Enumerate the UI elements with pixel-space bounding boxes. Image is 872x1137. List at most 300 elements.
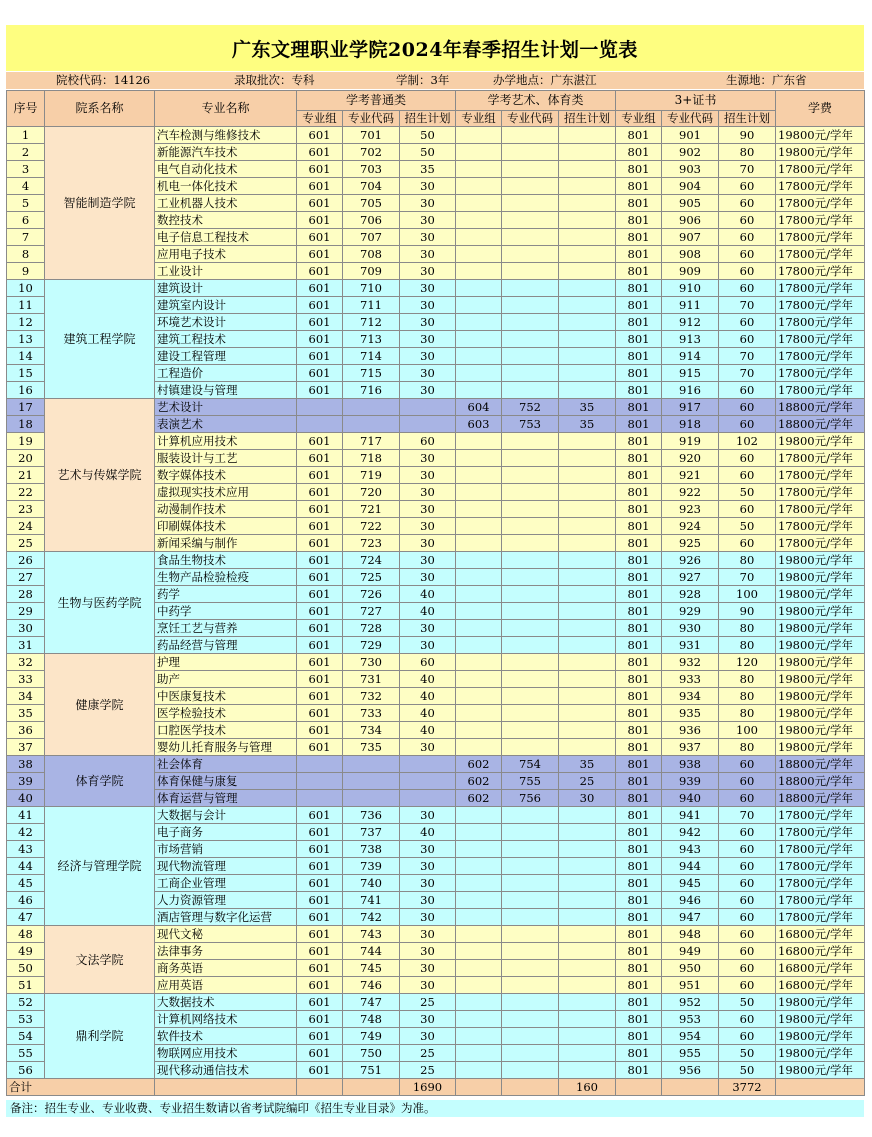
cell-arts-code: [502, 926, 559, 943]
cell-cert-code: 929: [662, 603, 719, 620]
cell-cert-code: 948: [662, 926, 719, 943]
cell-dept: 鼎利学院: [45, 994, 155, 1079]
cell-arts-group: [456, 450, 502, 467]
cell-general-plan: 30: [400, 841, 456, 858]
cell-fee: 16800元/学年: [776, 926, 865, 943]
cell-arts-code: [502, 807, 559, 824]
cell-general-group: 601: [297, 467, 343, 484]
cell-arts-plan: [559, 382, 616, 399]
cell-cert-code: 953: [662, 1011, 719, 1028]
cell-major: 工程造价: [155, 365, 297, 382]
cell-cert-plan: 70: [719, 348, 776, 365]
cell-arts-plan: [559, 671, 616, 688]
cell-major: 现代物流管理: [155, 858, 297, 875]
cell-general-plan: 40: [400, 603, 456, 620]
cell-major: 中药学: [155, 603, 297, 620]
cell-general-group: 601: [297, 229, 343, 246]
cell-fee: 17800元/学年: [776, 875, 865, 892]
cell-cert-plan: 80: [719, 620, 776, 637]
cell-general-group: 601: [297, 1062, 343, 1079]
cell-cert-group: 801: [616, 926, 662, 943]
cell-arts-code: [502, 943, 559, 960]
cell-arts-plan: [559, 348, 616, 365]
cell-arts-group: [456, 229, 502, 246]
cell-fee: 17800元/学年: [776, 161, 865, 178]
cell-general-plan: 30: [400, 297, 456, 314]
footnote: 备注：招生专业、专业收费、专业招生数请以省考试院编印《招生专业目录》为准。: [6, 1100, 864, 1117]
cell-general-code: 747: [343, 994, 400, 1011]
cell-arts-group: [456, 501, 502, 518]
cell-general-group: 601: [297, 1028, 343, 1045]
cell-general-plan: 30: [400, 348, 456, 365]
cell-fee: 17800元/学年: [776, 807, 865, 824]
cell-arts-plan: [559, 739, 616, 756]
cell-general-plan: 60: [400, 654, 456, 671]
cell-arts-plan: [559, 484, 616, 501]
cell-cert-group: 801: [616, 790, 662, 807]
cell-cert-plan: 60: [719, 501, 776, 518]
cell-cert-group: 801: [616, 1045, 662, 1062]
cell-arts-code: [502, 892, 559, 909]
cell-arts-group: [456, 637, 502, 654]
cell-arts-plan: [559, 654, 616, 671]
cell-major: 服装设计与工艺: [155, 450, 297, 467]
cell-cert-plan: 50: [719, 1045, 776, 1062]
cell-fee: 19800元/学年: [776, 637, 865, 654]
cell-arts-plan: [559, 875, 616, 892]
header-cert-group: 专业组: [616, 111, 662, 127]
cell-arts-group: [456, 297, 502, 314]
cell-arts-group: [456, 161, 502, 178]
cell-general-plan: [400, 773, 456, 790]
cell-fee: 19800元/学年: [776, 1028, 865, 1045]
cell-general-group: 601: [297, 365, 343, 382]
cell-arts-plan: [559, 365, 616, 382]
cell-cert-code: 928: [662, 586, 719, 603]
cell-fee: 17800元/学年: [776, 858, 865, 875]
cell-cert-code: 917: [662, 399, 719, 416]
cell-general-code: 714: [343, 348, 400, 365]
cell-general-group: 601: [297, 943, 343, 960]
cell-cert-group: 801: [616, 773, 662, 790]
cell-major: 表演艺术: [155, 416, 297, 433]
cell-general-code: 748: [343, 1011, 400, 1028]
cell-arts-plan: [559, 229, 616, 246]
cell-seq: 33: [7, 671, 45, 688]
cell-cert-plan: 60: [719, 909, 776, 926]
cell-cert-group: 801: [616, 467, 662, 484]
cell-cert-code: 901: [662, 127, 719, 144]
cell-arts-group: [456, 382, 502, 399]
cell-general-plan: 50: [400, 144, 456, 161]
cell-seq: 29: [7, 603, 45, 620]
cell-arts-plan: [559, 280, 616, 297]
cell-arts-code: [502, 246, 559, 263]
cell-general-group: 601: [297, 1045, 343, 1062]
cell-arts-plan: 35: [559, 416, 616, 433]
cell-arts-code: [502, 433, 559, 450]
cell-cert-code: 920: [662, 450, 719, 467]
cell-arts-plan: 30: [559, 790, 616, 807]
cell-cert-code: 912: [662, 314, 719, 331]
cell-arts-plan: [559, 127, 616, 144]
cell-general-plan: 30: [400, 858, 456, 875]
cell-major: 应用英语: [155, 977, 297, 994]
cell-major: 大数据与会计: [155, 807, 297, 824]
cell-cert-group: 801: [616, 569, 662, 586]
cell-cert-plan: 70: [719, 297, 776, 314]
total-label: 合计: [7, 1079, 155, 1096]
cell-seq: 6: [7, 212, 45, 229]
cell-major: 烹饪工艺与营养: [155, 620, 297, 637]
cell-cert-plan: 60: [719, 178, 776, 195]
cell-seq: 18: [7, 416, 45, 433]
cell-arts-code: [502, 552, 559, 569]
cell-cert-group: 801: [616, 535, 662, 552]
cell-fee: 17800元/学年: [776, 297, 865, 314]
cell-cert-code: 923: [662, 501, 719, 518]
cell-seq: 21: [7, 467, 45, 484]
cell-general-plan: [400, 756, 456, 773]
cell-arts-plan: 25: [559, 773, 616, 790]
cell-general-code: 720: [343, 484, 400, 501]
cell-cert-plan: 60: [719, 467, 776, 484]
cell-general-code: 712: [343, 314, 400, 331]
cell-cert-code: 911: [662, 297, 719, 314]
cell-seq: 39: [7, 773, 45, 790]
cell-arts-code: [502, 620, 559, 637]
cell-major: 护理: [155, 654, 297, 671]
cell-cert-plan: 80: [719, 671, 776, 688]
cell-cert-code: 933: [662, 671, 719, 688]
cell-major: 食品生物技术: [155, 552, 297, 569]
cell-general-code: 746: [343, 977, 400, 994]
cell-cert-group: 801: [616, 960, 662, 977]
cell-general-group: 601: [297, 552, 343, 569]
duration: 学制：3年: [396, 73, 450, 87]
cell-seq: 43: [7, 841, 45, 858]
cell-general-code: 727: [343, 603, 400, 620]
cell-general-plan: 25: [400, 1045, 456, 1062]
cell-major: 工业设计: [155, 263, 297, 280]
page-title: 广东文理职业学院2024年春季招生计划一览表: [6, 25, 864, 71]
cell-arts-group: [456, 365, 502, 382]
cell-arts-code: [502, 161, 559, 178]
cell-cert-plan: 60: [719, 195, 776, 212]
cell-cert-plan: 120: [719, 654, 776, 671]
cell-cert-code: 940: [662, 790, 719, 807]
cell-fee: 19800元/学年: [776, 1045, 865, 1062]
cell-general-group: 601: [297, 603, 343, 620]
cell-dept: 艺术与传媒学院: [45, 399, 155, 552]
cell-general-plan: 25: [400, 994, 456, 1011]
cell-general-plan: 40: [400, 824, 456, 841]
cell-arts-group: [456, 144, 502, 161]
cell-cert-plan: 100: [719, 586, 776, 603]
cell-fee: 17800元/学年: [776, 195, 865, 212]
cell-arts-code: 755: [502, 773, 559, 790]
cell-arts-group: [456, 467, 502, 484]
header-general-code: 专业代码: [343, 111, 400, 127]
cell-arts-group: [456, 875, 502, 892]
cell-seq: 30: [7, 620, 45, 637]
cell-arts-group: [456, 603, 502, 620]
cell-arts-code: [502, 722, 559, 739]
cell-arts-plan: [559, 586, 616, 603]
cell-general-group: 601: [297, 331, 343, 348]
cell-cert-code: 910: [662, 280, 719, 297]
cell-cert-plan: 60: [719, 263, 776, 280]
cell-arts-plan: 35: [559, 399, 616, 416]
cell-arts-group: [456, 620, 502, 637]
cell-general-group: 601: [297, 892, 343, 909]
cell-seq: 1: [7, 127, 45, 144]
cell-major: 印刷媒体技术: [155, 518, 297, 535]
table-row: [7, 399, 865, 416]
cell-arts-group: [456, 518, 502, 535]
cell-major: 机电一体化技术: [155, 178, 297, 195]
cell-seq: 27: [7, 569, 45, 586]
cell-arts-group: [456, 671, 502, 688]
cell-cert-plan: 60: [719, 756, 776, 773]
cell-general-code: 702: [343, 144, 400, 161]
cell-general-group: 601: [297, 518, 343, 535]
cell-arts-group: [456, 348, 502, 365]
cell-cert-group: 801: [616, 1011, 662, 1028]
cell-general-group: 601: [297, 314, 343, 331]
cell-cert-plan: 102: [719, 433, 776, 450]
cell-seq: 4: [7, 178, 45, 195]
cell-fee: 17800元/学年: [776, 467, 865, 484]
cell-general-group: 601: [297, 841, 343, 858]
cell-general-plan: 30: [400, 535, 456, 552]
cell-seq: 14: [7, 348, 45, 365]
cell-arts-code: [502, 195, 559, 212]
cell-arts-group: [456, 1011, 502, 1028]
cell-cert-plan: 80: [719, 637, 776, 654]
cell-arts-plan: [559, 144, 616, 161]
cell-major: 数字媒体技术: [155, 467, 297, 484]
cell-seq: 45: [7, 875, 45, 892]
cell-arts-code: [502, 1011, 559, 1028]
cell-dept: 体育学院: [45, 756, 155, 807]
cell-arts-code: [502, 637, 559, 654]
cell-seq: 28: [7, 586, 45, 603]
cell-major: 应用电子技术: [155, 246, 297, 263]
cell-arts-group: [456, 824, 502, 841]
cell-dept: 文法学院: [45, 926, 155, 994]
cell-general-code: 701: [343, 127, 400, 144]
cell-general-group: 601: [297, 960, 343, 977]
cell-cert-code: 950: [662, 960, 719, 977]
cell-general-code: 730: [343, 654, 400, 671]
cell-seq: 23: [7, 501, 45, 518]
cell-cert-group: 801: [616, 824, 662, 841]
cell-major: 大数据技术: [155, 994, 297, 1011]
cell-general-group: 601: [297, 535, 343, 552]
cell-general-plan: 30: [400, 178, 456, 195]
cell-cert-code: 945: [662, 875, 719, 892]
table-row: [7, 994, 865, 1011]
cell-general-code: 738: [343, 841, 400, 858]
cell-arts-group: [456, 960, 502, 977]
cell-arts-plan: [559, 1028, 616, 1045]
cell-cert-group: 801: [616, 365, 662, 382]
cell-cert-code: 922: [662, 484, 719, 501]
cell-cert-code: 954: [662, 1028, 719, 1045]
cell-seq: 12: [7, 314, 45, 331]
cell-general-code: 736: [343, 807, 400, 824]
cell-arts-code: [502, 297, 559, 314]
cell-major: 建设工程管理: [155, 348, 297, 365]
cell-general-group: 601: [297, 195, 343, 212]
cell-seq: 34: [7, 688, 45, 705]
header-dept: 院系名称: [45, 91, 155, 127]
cell-cert-group: 801: [616, 739, 662, 756]
cell-general-code: 709: [343, 263, 400, 280]
cell-fee: 19800元/学年: [776, 552, 865, 569]
cell-general-group: 601: [297, 858, 343, 875]
cell-cert-group: 801: [616, 977, 662, 994]
cell-arts-plan: [559, 705, 616, 722]
cell-general-code: 732: [343, 688, 400, 705]
cell-general-code: 749: [343, 1028, 400, 1045]
cell-general-plan: 30: [400, 501, 456, 518]
cell-arts-plan: [559, 1011, 616, 1028]
cell-cert-code: 935: [662, 705, 719, 722]
cell-general-code: 739: [343, 858, 400, 875]
cell-general-plan: 30: [400, 280, 456, 297]
cell-arts-plan: [559, 926, 616, 943]
cell-fee: 19800元/学年: [776, 994, 865, 1011]
cell-arts-code: [502, 671, 559, 688]
cell-cert-code: 931: [662, 637, 719, 654]
cell-general-plan: 30: [400, 569, 456, 586]
cell-general-group: 601: [297, 246, 343, 263]
cell-cert-group: 801: [616, 909, 662, 926]
cell-cert-code: 927: [662, 569, 719, 586]
total-arts: 160: [559, 1079, 616, 1096]
cell-fee: 19800元/学年: [776, 739, 865, 756]
cell-seq: 11: [7, 297, 45, 314]
cell-major: 中医康复技术: [155, 688, 297, 705]
cell-dept: 健康学院: [45, 654, 155, 756]
cell-cert-group: 801: [616, 195, 662, 212]
cell-cert-group: 801: [616, 212, 662, 229]
cell-cert-group: 801: [616, 144, 662, 161]
cell-fee: 17800元/学年: [776, 365, 865, 382]
cell-arts-group: [456, 977, 502, 994]
cell-seq: 56: [7, 1062, 45, 1079]
cell-arts-plan: [559, 994, 616, 1011]
cell-cert-plan: 60: [719, 314, 776, 331]
cell-general-group: 601: [297, 909, 343, 926]
cell-arts-plan: [559, 433, 616, 450]
cell-seq: 49: [7, 943, 45, 960]
cell-general-plan: 30: [400, 892, 456, 909]
cell-cert-code: 930: [662, 620, 719, 637]
cell-cert-code: 944: [662, 858, 719, 875]
cell-general-group: 601: [297, 501, 343, 518]
cell-general-plan: 40: [400, 722, 456, 739]
cell-cert-group: 801: [616, 705, 662, 722]
cell-cert-group: 801: [616, 994, 662, 1011]
cell-cert-plan: 80: [719, 552, 776, 569]
header-general-plan: 招生计划: [400, 111, 456, 127]
cell-fee: 17800元/学年: [776, 501, 865, 518]
cell-general-plan: [400, 399, 456, 416]
cell-general-code: 722: [343, 518, 400, 535]
cell-arts-group: [456, 1045, 502, 1062]
cell-general-group: [297, 416, 343, 433]
cell-fee: 18800元/学年: [776, 790, 865, 807]
cell-cert-group: 801: [616, 671, 662, 688]
cell-general-plan: 50: [400, 127, 456, 144]
cell-seq: 48: [7, 926, 45, 943]
cell-cert-group: 801: [616, 331, 662, 348]
cell-general-plan: 30: [400, 875, 456, 892]
cell-general-plan: 40: [400, 586, 456, 603]
header-general-group: 专业组: [297, 111, 343, 127]
cell-cert-group: 801: [616, 892, 662, 909]
cell-cert-code: 904: [662, 178, 719, 195]
cell-seq: 35: [7, 705, 45, 722]
cell-arts-code: [502, 994, 559, 1011]
cell-fee: 19800元/学年: [776, 722, 865, 739]
cell-general-code: 719: [343, 467, 400, 484]
header-seq: 序号: [7, 91, 45, 127]
cell-seq: 20: [7, 450, 45, 467]
total-row: [7, 1079, 865, 1096]
table-row: [7, 280, 865, 297]
cell-arts-code: 753: [502, 416, 559, 433]
cell-general-group: 601: [297, 586, 343, 603]
cell-fee: 17800元/学年: [776, 484, 865, 501]
cell-general-code: 715: [343, 365, 400, 382]
cell-major: 工业机器人技术: [155, 195, 297, 212]
cell-fee: 17800元/学年: [776, 892, 865, 909]
cell-arts-plan: [559, 909, 616, 926]
header-arts-plan: 招生计划: [559, 111, 616, 127]
cell-arts-code: [502, 348, 559, 365]
cell-arts-code: [502, 535, 559, 552]
cell-arts-code: [502, 467, 559, 484]
cell-arts-group: [456, 331, 502, 348]
cell-general-plan: [400, 790, 456, 807]
header-major: 专业名称: [155, 91, 297, 127]
cell-major: 新闻采编与制作: [155, 535, 297, 552]
cell-cert-group: 801: [616, 654, 662, 671]
cell-arts-plan: [559, 535, 616, 552]
cell-cert-plan: 60: [719, 280, 776, 297]
cell-general-group: 601: [297, 382, 343, 399]
cell-seq: 54: [7, 1028, 45, 1045]
cell-seq: 19: [7, 433, 45, 450]
cell-general-plan: 30: [400, 195, 456, 212]
cell-cert-plan: 80: [719, 705, 776, 722]
cell-fee: 17800元/学年: [776, 824, 865, 841]
header-cert: 3+证书: [616, 91, 776, 111]
cell-major: 物联网应用技术: [155, 1045, 297, 1062]
cell-general-code: 708: [343, 246, 400, 263]
cell-seq: 47: [7, 909, 45, 926]
cell-cert-group: 801: [616, 178, 662, 195]
cell-general-plan: 30: [400, 212, 456, 229]
cell-major: 婴幼儿托育服务与管理: [155, 739, 297, 756]
school-code: 院校代码：14126: [56, 73, 151, 87]
table-row: [7, 807, 865, 824]
cell-cert-code: 902: [662, 144, 719, 161]
